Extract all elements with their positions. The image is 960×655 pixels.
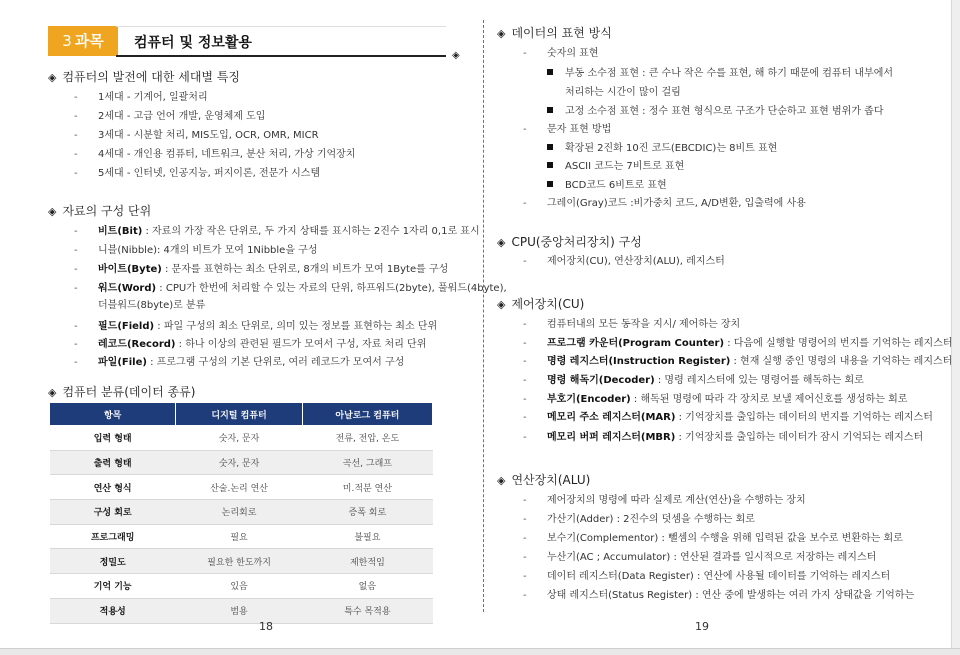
list-item	[74, 164, 320, 179]
list-item	[74, 317, 437, 332]
right-page-edge	[951, 0, 960, 655]
table-header-row	[50, 403, 433, 426]
term: 부호기(Encoder)	[547, 394, 631, 405]
page-number-left: 18	[259, 620, 273, 633]
diamond-bullet-icon: ◈	[497, 236, 506, 249]
list-item	[74, 222, 480, 237]
list-item	[523, 315, 740, 330]
list-item	[523, 390, 907, 405]
table-row	[50, 524, 433, 549]
dash-bullet: -	[74, 321, 78, 332]
list-item-text: 3세대 - 시분할 처리, MIS도입, OCR, OMR, MICR	[98, 130, 319, 141]
desc: : 명령 레지스터에 있는 명령어를 해독하는 회로	[654, 375, 864, 386]
table-cell: 있음	[176, 574, 302, 599]
row-header: 입력 형태	[50, 426, 176, 451]
dash-bullet: -	[74, 149, 78, 160]
sub-item	[547, 176, 667, 191]
term: 필드(Field)	[98, 321, 155, 332]
diamond-bullet-icon: ◈	[48, 386, 57, 399]
dash-bullet: -	[523, 256, 527, 267]
list-item	[523, 567, 890, 582]
desc: : 자료의 가장 작은 단위로, 두 가지 상태를 표시하는 2진수 1자리 0,1로 표시	[142, 226, 480, 237]
dash-bullet: -	[523, 432, 527, 443]
row-header: 기억 기능	[50, 574, 176, 599]
column-header: 아날로그 컴퓨터	[302, 403, 432, 426]
sub-item-text: 부동 소수점 표현 : 큰 수나 작은 수를 표현, 해 하기 때문에 컴퓨터 내부에서	[565, 68, 894, 79]
page-divider	[483, 20, 484, 612]
list-item-text: 숫자의 표현	[547, 48, 599, 59]
list-item	[74, 145, 355, 160]
chapter-title: 컴퓨터 및 정보활용	[134, 35, 252, 51]
desc: : 문자를 표현하는 최소 단위로, 8개의 비트가 모여 1Byte를 구성	[161, 264, 449, 275]
section-title-text: 데이터의 표현 방식	[511, 26, 612, 40]
list-item-text: 2세대 - 고급 언어 개발, 운영체제 도입	[98, 111, 266, 122]
list-item	[74, 260, 448, 275]
list-item	[523, 548, 876, 563]
dash-bullet: -	[523, 198, 527, 209]
list-item	[523, 194, 806, 209]
desc: : 해독된 명령에 따라 각 장치로 보낼 제어신호를 생성하는 회로	[630, 394, 908, 405]
dash-bullet: -	[523, 124, 527, 135]
list-item	[523, 510, 755, 525]
table-row	[50, 598, 433, 623]
dash-bullet: -	[74, 264, 78, 275]
sub-item	[547, 64, 893, 79]
dash-bullet: -	[523, 48, 527, 59]
dash-bullet: -	[523, 356, 527, 367]
desc: 더블워드(8byte)로 분류	[98, 300, 206, 311]
section-title-control-unit	[497, 295, 584, 312]
desc: : CPU가 한번에 처리할 수 있는 자료의 단위, 하프워드(2byte), 풀워드(4byte),	[156, 283, 507, 294]
section-title-text: 컴퓨터 분류(데이터 종류)	[62, 385, 196, 399]
list-item-text: 1세대 - 기계어, 일괄처리	[98, 92, 208, 103]
list-item	[523, 44, 598, 59]
term: 명령 레지스터(Instruction Register)	[547, 356, 731, 367]
table-cell: 논리회로	[176, 500, 302, 525]
diamond-bullet-icon: ◈	[497, 298, 506, 311]
list-item-text: 그레이(Gray)코드 :비가중치 코드, A/D변환, 입출력에 사용	[547, 198, 806, 209]
table-cell: 없음	[302, 574, 432, 599]
section-title-text: 자료의 구성 단위	[62, 204, 152, 218]
sub-item-continued	[565, 83, 681, 98]
table-cell: 특수 목적용	[302, 598, 432, 623]
list-item	[523, 408, 933, 423]
section-title-generations	[48, 68, 240, 85]
section-title-text: 제어장치(CU)	[511, 297, 585, 311]
list-item	[74, 279, 507, 294]
list-item	[74, 241, 317, 256]
term: 레코드(Record)	[98, 339, 176, 350]
dash-bullet: -	[74, 111, 78, 122]
table-cell: 전류, 전압, 온도	[302, 426, 432, 451]
table-cell: 불필요	[302, 524, 432, 549]
list-item	[74, 353, 404, 368]
diamond-bullet-icon: ◈	[497, 27, 506, 40]
desc: 니블(Nibble): 4개의 비트가 모여 1Nibble을 구성	[98, 245, 318, 256]
term: 파일(File)	[98, 357, 147, 368]
dash-bullet: -	[523, 412, 527, 423]
section-title-text: CPU(중앙처리장치) 구성	[511, 235, 642, 249]
term: 메모리 버퍼 레지스터(MBR)	[547, 432, 676, 443]
page-number-right: 19	[695, 620, 709, 633]
list-item-text: 제어장치의 명령에 따라 실제로 계산(연산)을 수행하는 장치	[547, 495, 806, 506]
square-bullet-icon	[547, 107, 553, 113]
sub-item-text: 처리하는 시간이 많이 걸림	[565, 87, 681, 98]
list-item-text: 누산기(AC ; Accumulator) : 연산된 결과를 일시적으로 저장하는 레지스터	[547, 552, 877, 563]
dash-bullet: -	[74, 339, 78, 350]
list-item-text: 상태 레지스터(Status Register) : 연산 중에 발생하는 여러 가지 상태값을 기억하는	[547, 590, 915, 601]
table-cell: 필요	[176, 524, 302, 549]
table-cell: 산술.논리 연산	[176, 475, 302, 500]
term: 명령 해독기(Decoder)	[547, 375, 655, 386]
sub-item-text: ASCII 코드는 7비트로 표현	[565, 161, 685, 172]
list-item	[523, 529, 903, 544]
dash-bullet: -	[523, 590, 527, 601]
diamond-bullet-icon: ◈	[452, 50, 460, 61]
sub-item-text: BCD코드 6비트로 표현	[565, 180, 667, 191]
section-title-alu	[497, 471, 590, 488]
table-cell: 필요한 한도까지	[176, 549, 302, 574]
sub-item	[547, 102, 883, 117]
dash-bullet: -	[523, 338, 527, 349]
bottom-page-edge	[0, 648, 960, 655]
column-header: 디지털 컴퓨터	[176, 403, 302, 426]
list-item	[74, 126, 319, 141]
section-title-text: 컴퓨터의 발전에 대한 세대별 특징	[62, 70, 241, 84]
dash-bullet: -	[74, 226, 78, 237]
chapter-title-box	[116, 26, 446, 57]
section-title-text: 연산장치(ALU)	[511, 473, 591, 487]
desc: : 기억장치를 출입하는 데이터의 번지를 기억하는 레지스터	[675, 412, 933, 423]
diamond-bullet-icon: ◈	[497, 474, 506, 487]
list-item-text: 문자 표현 방법	[547, 124, 612, 135]
table-row	[50, 450, 433, 475]
table-cell: 증폭 회로	[302, 500, 432, 525]
term: 비트(Bit)	[98, 226, 143, 237]
desc: : 다음에 실행할 명령어의 번지를 기억하는 레지스터	[724, 338, 953, 349]
table-cell: 숫자, 문자	[176, 450, 302, 475]
list-item	[523, 491, 806, 506]
row-header: 프로그래밍	[50, 524, 176, 549]
term: 워드(Word)	[98, 283, 157, 294]
chapter-header	[48, 24, 448, 58]
list-item	[74, 335, 426, 350]
chapter-badge	[48, 26, 118, 56]
list-item-text: 제어장치(CU), 연산장치(ALU), 레지스터	[547, 256, 725, 267]
list-item-text: 보수기(Complementor) : 뺄셈의 수행을 위해 입력된 값을 보수로 변환하는 회로	[547, 533, 903, 544]
dash-bullet: -	[523, 571, 527, 582]
list-item	[74, 88, 208, 103]
dash-bullet: -	[523, 495, 527, 506]
list-item-text: 4세대 - 개인용 컴퓨터, 네트워크, 분산 처리, 가상 기억장치	[98, 149, 356, 160]
sub-item-text: 확장된 2진화 10진 코드(EBCDIC)는 8비트 표현	[565, 143, 778, 154]
square-bullet-icon	[547, 162, 553, 168]
desc: : 현재 실행 중인 명령의 내용을 기억하는 레지스터	[730, 356, 953, 367]
sub-item	[547, 157, 684, 172]
section-title-cpu	[497, 233, 642, 250]
table-row	[50, 426, 433, 451]
term: 프로그램 카운터(Program Counter)	[547, 338, 725, 349]
section-title-data-units	[48, 202, 151, 219]
table-cell: 제한적임	[302, 549, 432, 574]
sub-item-text: 고정 소수점 표현 : 정수 표현 형식으로 구조가 단순하고 표현 범위가 좁다	[565, 106, 884, 117]
table-cell: 곡선, 그래프	[302, 450, 432, 475]
table-cell: 숫자, 문자	[176, 426, 302, 451]
column-header: 항목	[50, 403, 176, 426]
list-item	[74, 107, 265, 122]
square-bullet-icon	[547, 181, 553, 187]
table-row	[50, 475, 433, 500]
list-item	[523, 586, 914, 601]
dash-bullet: -	[523, 552, 527, 563]
desc: 컴퓨터내의 모든 동작을 지시/ 제어하는 장치	[547, 319, 741, 330]
row-header: 정밀도	[50, 549, 176, 574]
sub-item	[547, 139, 777, 154]
dash-bullet: -	[74, 168, 78, 179]
list-item-text: 데이터 레지스터(Data Register) : 연산에 사용될 데이터를 기억하는 레지스터	[547, 571, 891, 582]
list-item	[523, 334, 953, 349]
dash-bullet: -	[523, 319, 527, 330]
dash-bullet: -	[523, 394, 527, 405]
dash-bullet: -	[74, 130, 78, 141]
square-bullet-icon	[547, 69, 553, 75]
chapter-badge-label: 과목	[74, 32, 104, 50]
desc: : 하나 이상의 관련된 필드가 모여서 구성, 자료 처리 단위	[175, 339, 427, 350]
desc: : 프로그램 구성의 기본 단위로, 여러 레코드가 모여서 구성	[146, 357, 405, 368]
list-item	[523, 252, 725, 267]
row-header: 구성 회로	[50, 500, 176, 525]
list-item-continued	[98, 296, 205, 311]
classification-table	[49, 402, 433, 624]
row-header: 적용성	[50, 598, 176, 623]
list-item	[523, 352, 952, 367]
dash-bullet: -	[74, 245, 78, 256]
list-item	[523, 120, 611, 135]
diamond-bullet-icon: ◈	[48, 205, 57, 218]
row-header: 연산 형식	[50, 475, 176, 500]
dash-bullet: -	[523, 514, 527, 525]
table-row	[50, 500, 433, 525]
dash-bullet: -	[523, 375, 527, 386]
desc: : 파일 구성의 최소 단위로, 의미 있는 정보를 표현하는 최소 단위	[154, 321, 438, 332]
section-title-classification	[48, 383, 195, 400]
table-row	[50, 574, 433, 599]
list-item	[523, 371, 864, 386]
diamond-bullet-icon: ◈	[48, 71, 57, 84]
dash-bullet: -	[74, 283, 78, 294]
table-row	[50, 549, 433, 574]
table-cell: 범용	[176, 598, 302, 623]
square-bullet-icon	[547, 144, 553, 150]
dash-bullet: -	[74, 357, 78, 368]
row-header: 출력 형태	[50, 450, 176, 475]
section-title-representation	[497, 24, 612, 41]
desc: : 기억장치를 출입하는 데이터가 잠시 기억되는 레지스터	[675, 432, 924, 443]
term: 바이트(Byte)	[98, 264, 162, 275]
list-item-text: 5세대 - 인터넷, 인공지능, 퍼지이론, 전문가 시스템	[98, 168, 321, 179]
dash-bullet: -	[523, 533, 527, 544]
list-item-text: 가산기(Adder) : 2진수의 덧셈을 수행하는 회로	[547, 514, 755, 525]
table-cell: 미.적분 연산	[302, 475, 432, 500]
term: 메모리 주소 레지스터(MAR)	[547, 412, 676, 423]
dash-bullet: -	[74, 92, 78, 103]
list-item	[523, 428, 923, 443]
chapter-number: 3	[62, 32, 72, 50]
